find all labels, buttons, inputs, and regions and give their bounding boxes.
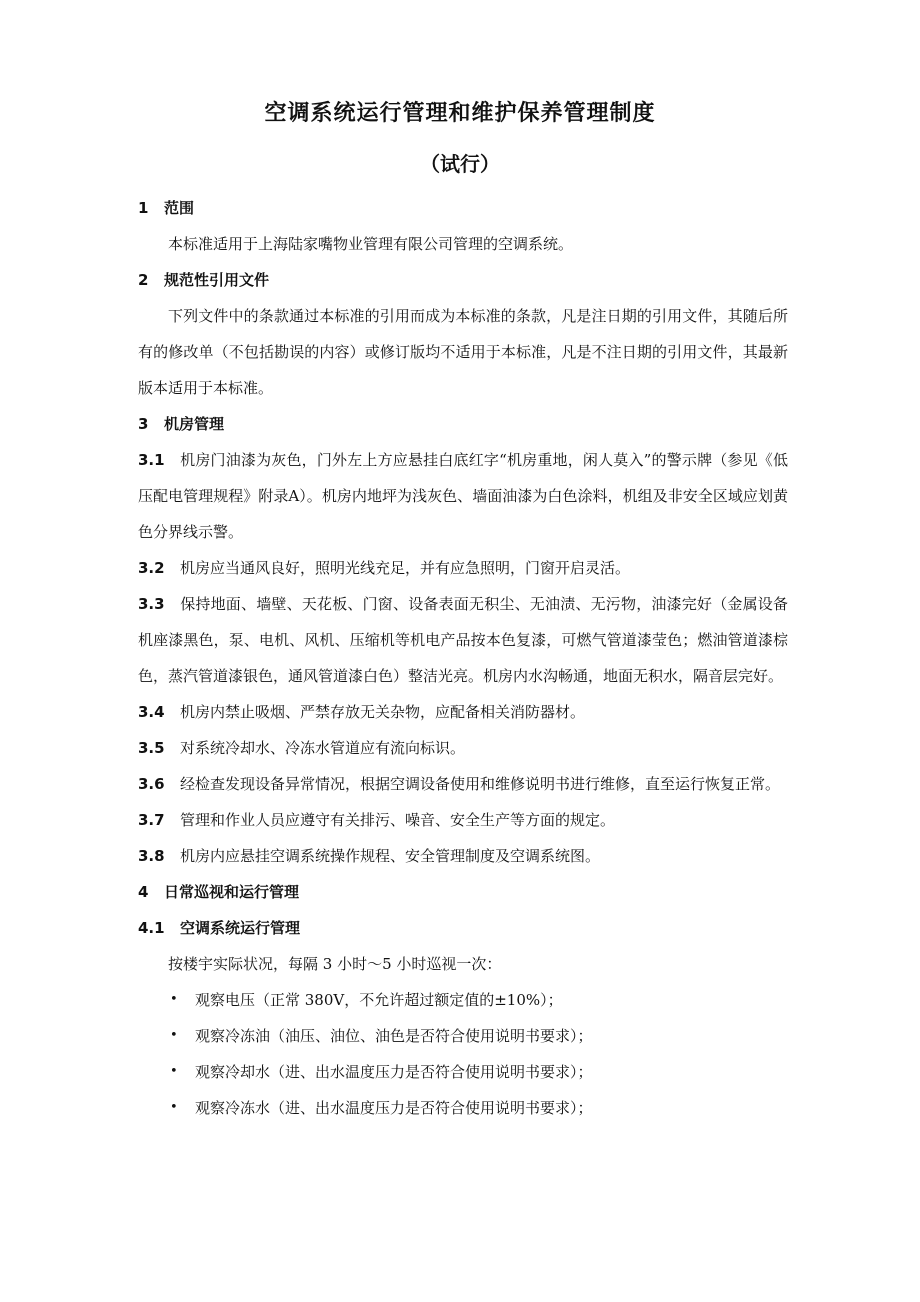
section-title: 规范性引用文件: [164, 271, 270, 289]
section-heading-4: [138, 874, 788, 910]
list-item: [138, 982, 788, 1018]
clause-number: 3.4: [138, 703, 165, 721]
bullet-icon: •: [170, 1064, 178, 1079]
clause-text: 机房内应悬挂空调系统操作规程、安全管理制度及空调系统图。: [180, 847, 601, 865]
clause-3-6: [138, 766, 788, 802]
clause-number: 3.5: [138, 739, 165, 757]
document-subtitle: （试行）: [420, 152, 500, 176]
clause-3-2: [138, 550, 788, 586]
list-item: [138, 1090, 788, 1126]
clause-3-1: [138, 442, 788, 550]
clause-text: 机房门油漆为灰色，门外左上方应悬挂白底红字“机房重地，闲人莫入”的警示牌（参见《低压配电管理规程》附录A）。机房内地坪为浅灰色、墙面油漆为白色涂料，机组及非安全区域应划黄色分界线示警。: [138, 451, 788, 541]
clause-number: 3.2: [138, 559, 165, 577]
clause-text: 经检查发现设备异常情况，根据空调设备使用和维修说明书进行维修，直至运行恢复正常。: [180, 775, 781, 793]
clause-number: 3.1: [138, 451, 165, 469]
bullet-icon: •: [170, 992, 178, 1007]
clause-3-4: [138, 694, 788, 730]
list-item-text: 观察冷冻水（进、出水温度压力是否符合使用说明书要求）；: [195, 1099, 593, 1117]
clause-number: 3.8: [138, 847, 165, 865]
clause-text: 机房内禁止吸烟、严禁存放无关杂物，应配备相关消防器材。: [180, 703, 586, 721]
section-number: 2: [138, 271, 149, 289]
list-item: [138, 1018, 788, 1054]
clause-text: 保持地面、墙壁、天花板、门窗、设备表面无积尘、无油渍、无污物，油漆完好（金属设备机座漆黑色，泵、电机、风机、压缩机等机电产品按本色复漆，可燃气管道漆莹色；燃油管道漆棕色，蒸汽管道漆银色，通风管道漆白色）整洁光亮。机房内水沟畅通，地面无积水，隔音层完好。: [138, 595, 788, 685]
section-heading-3: [138, 406, 788, 442]
clause-text: 对系统冷却水、冷冻水管道应有流向标识。: [180, 739, 466, 757]
clause-3-3: [138, 586, 788, 694]
clause-number: 3.6: [138, 775, 165, 793]
section-title: 机房管理: [164, 415, 225, 433]
clause-3-7: [138, 802, 788, 838]
inspection-list: [138, 982, 788, 1126]
clause-number: 3.7: [138, 811, 165, 829]
list-item-text: 观察冷却水（进、出水温度压力是否符合使用说明书要求）；: [195, 1063, 593, 1081]
subsection-intro: 按楼宇实际状况，每隔 3 小时～5 小时巡视一次：: [168, 955, 502, 973]
section-number: 4: [138, 883, 149, 901]
clause-3-8: [138, 838, 788, 874]
section-number: 3: [138, 415, 149, 433]
subsection-number: 4.1: [138, 919, 165, 937]
section-2-paragraph: 下列文件中的条款通过本标准的引用而成为本标准的条款，凡是注日期的引用文件，其随后所有的修改单（不包括勘误的内容）或修订版均不适用于本标准，凡是不注日期的引用文件，其最新版本适用于本标准。: [138, 307, 788, 397]
list-item: [138, 1054, 788, 1090]
subsection-heading-4-1: [138, 910, 788, 946]
list-item-text: 观察电压（正常 380V，不允许超过额定值的±10%）；: [195, 991, 563, 1009]
clause-text: 管理和作业人员应遵守有关排污、噪音、安全生产等方面的规定。: [180, 811, 616, 829]
section-number: 1: [138, 199, 149, 217]
list-item-text: 观察冷冻油（油压、油位、油色是否符合使用说明书要求）；: [195, 1027, 593, 1045]
bullet-icon: •: [170, 1100, 178, 1115]
section-heading-1: [138, 190, 788, 226]
subsection-title: 空调系统运行管理: [180, 919, 301, 937]
section-title: 范围: [164, 199, 195, 217]
document-title: 空调系统运行管理和维护保养管理制度: [264, 101, 656, 126]
section-title: 日常巡视和运行管理: [164, 883, 300, 901]
section-1-paragraph: 本标准适用于上海陆家嘴物业管理有限公司管理的空调系统。: [168, 235, 574, 253]
clause-3-5: [138, 730, 788, 766]
clause-number: 3.3: [138, 595, 165, 613]
clause-text: 机房应当通风良好，照明光线充足，并有应急照明，门窗开启灵活。: [180, 559, 631, 577]
document-body: [138, 190, 788, 1126]
bullet-icon: •: [170, 1028, 178, 1043]
section-heading-2: [138, 262, 788, 298]
